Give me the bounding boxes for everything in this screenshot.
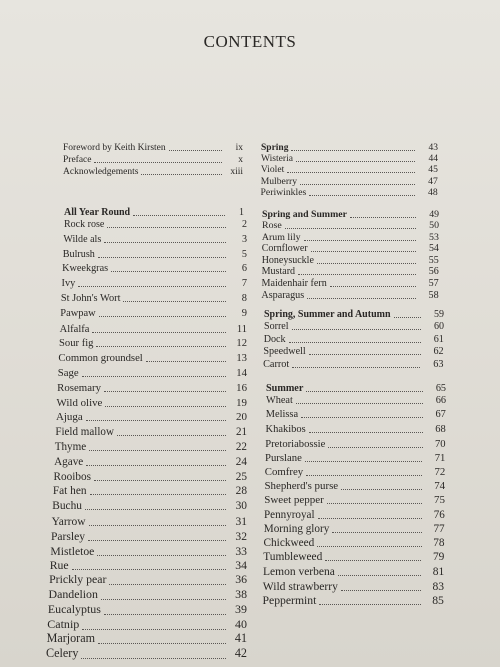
entry-label: Mulberry: [260, 175, 298, 187]
page-number: 58: [428, 289, 439, 301]
entry-label: Tumbleweed: [263, 551, 323, 564]
page-number: 40: [234, 616, 247, 631]
page-number: 33: [235, 544, 247, 558]
dot-leader: [309, 195, 414, 196]
entry-label: Cornflower: [261, 243, 308, 255]
dot-leader: [123, 301, 226, 302]
toc-entry: [47, 632, 247, 646]
toc-entry: [53, 470, 247, 483]
dot-leader: [117, 435, 226, 436]
dot-leader: [78, 286, 226, 287]
entry-label: Arum lily: [261, 231, 301, 243]
toc-entry: [46, 647, 247, 661]
toc-entry: [264, 522, 445, 535]
toc-entry: [52, 499, 247, 512]
dot-leader: [88, 540, 226, 541]
dot-leader: [99, 316, 226, 317]
entry-label: Mistletoe: [50, 544, 95, 558]
entry-label: Yarrow: [51, 516, 86, 528]
entry-label: Kweekgras: [62, 263, 109, 275]
entry-label: Speedwell: [263, 346, 306, 357]
page-number: 22: [235, 441, 247, 453]
page-number: 42: [234, 646, 247, 661]
entry-label: Purslane: [265, 451, 302, 464]
page-number: 85: [432, 593, 444, 607]
dot-leader: [89, 450, 226, 451]
entry-label: Eucalyptus: [47, 601, 101, 616]
toc-entry: [63, 165, 243, 177]
dot-leader: [104, 242, 226, 243]
entry-label: Wild olive: [56, 396, 103, 409]
dot-leader: [325, 560, 421, 561]
toc-entry: [264, 536, 445, 549]
entry-label: Buchu: [52, 500, 82, 513]
entry-label: Bulrush: [62, 248, 95, 260]
dot-leader: [104, 391, 226, 392]
section-heading: Spring, Summer and Autumn: [264, 309, 391, 320]
page-number: 39: [235, 601, 247, 616]
dot-leader: [101, 599, 226, 600]
page-number: 24: [235, 455, 247, 468]
entry-label: Preface: [63, 155, 92, 165]
page-number: 31: [235, 516, 247, 528]
toc-entry: [49, 573, 247, 587]
page-number: 28: [235, 485, 247, 498]
section-heading-row: [264, 308, 444, 320]
entry-label: Asparagus: [261, 289, 305, 301]
dot-leader: [287, 172, 415, 173]
toc-entry: [63, 233, 247, 245]
toc-entry: [53, 484, 247, 497]
page-number: 74: [434, 480, 446, 493]
page-number: 79: [432, 551, 445, 564]
page-number: ix: [235, 143, 243, 153]
dot-leader: [292, 329, 421, 330]
dot-leader: [341, 590, 421, 591]
page-number: 1: [239, 207, 244, 218]
entry-label: Sage: [57, 367, 79, 379]
page-number: 38: [235, 587, 247, 601]
section-heading-row: [64, 206, 244, 218]
dot-leader: [146, 361, 226, 362]
toc-entry: [266, 408, 446, 420]
page-number: 48: [428, 186, 438, 198]
entry-label: Rue: [49, 559, 69, 573]
toc-entry: [266, 422, 446, 435]
dot-leader: [72, 569, 226, 570]
dot-leader: [94, 162, 222, 163]
dot-leader: [341, 489, 422, 490]
entry-label: Sorrel: [264, 321, 289, 332]
toc-entry: [56, 410, 247, 423]
page-number: 78: [433, 537, 445, 549]
toc-entry: [58, 351, 247, 364]
dot-leader: [296, 161, 415, 162]
dot-leader: [317, 546, 421, 547]
toc-entry: [264, 508, 445, 521]
entry-label: Pretoriabossie: [265, 438, 326, 450]
toc-entry: [262, 277, 439, 289]
entry-label: Wheat: [266, 395, 293, 406]
dot-leader: [332, 532, 421, 533]
page-number: 71: [434, 451, 446, 464]
toc-entry: [263, 579, 444, 593]
dot-leader: [133, 215, 225, 216]
page-number: 7: [241, 278, 247, 290]
dot-leader: [89, 525, 226, 526]
section-heading: All Year Round: [64, 207, 131, 218]
page-number: 83: [432, 579, 445, 593]
page-number: 59: [434, 309, 444, 320]
toc-entry: [64, 218, 247, 230]
page-number: 63: [433, 358, 444, 370]
dot-leader: [306, 475, 422, 476]
page-number: 13: [236, 352, 247, 365]
toc-entry: [63, 153, 243, 165]
toc-entry: [262, 254, 439, 266]
page-number: 60: [433, 321, 444, 332]
dot-leader: [291, 150, 415, 151]
dot-leader: [304, 240, 416, 241]
page-number: 61: [433, 333, 444, 345]
entry-label: Violet: [260, 164, 285, 176]
toc-entry: [261, 186, 438, 198]
page-number: 34: [235, 559, 247, 573]
page-number: 54: [428, 243, 439, 255]
page-number: 5: [241, 248, 247, 260]
section-heading: Spring: [261, 143, 289, 153]
section-heading: Spring and Summer: [262, 209, 347, 220]
toc-entry: [265, 437, 445, 450]
toc-entry: [265, 479, 446, 492]
dot-leader: [111, 271, 226, 272]
entry-label: Wilde als: [63, 233, 102, 245]
dot-leader: [300, 184, 415, 185]
toc-entry: [263, 358, 443, 370]
page-number: 55: [428, 254, 439, 266]
toc-entry: [54, 455, 247, 468]
entry-label: Ivy: [61, 278, 76, 290]
entry-label: Fat hen: [52, 485, 87, 498]
entry-label: Sour fig: [59, 338, 94, 350]
page-number: 2: [242, 219, 247, 230]
toc-entry: [47, 618, 247, 632]
page-number: 11: [236, 323, 247, 335]
toc-entry: [62, 262, 247, 274]
page-number: 70: [434, 438, 446, 450]
toc-entry: [263, 593, 444, 607]
dot-leader: [292, 367, 420, 368]
entry-label: Chickweed: [263, 537, 315, 549]
toc-entry: [264, 333, 444, 345]
dot-leader: [305, 461, 423, 462]
toc-entry: [263, 345, 443, 357]
dot-leader: [105, 406, 226, 407]
page-number: 53: [429, 231, 439, 243]
toc-entry: [50, 558, 247, 572]
page-title: CONTENTS: [203, 32, 297, 51]
entry-label: Mustard: [261, 266, 296, 278]
toc-entry: [262, 219, 439, 231]
dot-leader: [104, 614, 226, 615]
toc-entry: [55, 425, 247, 438]
dot-leader: [86, 420, 226, 421]
page-number: 20: [236, 411, 247, 424]
dot-leader: [285, 228, 416, 229]
toc-entry: [60, 322, 247, 335]
page-number: 30: [235, 500, 247, 513]
page-number: 14: [236, 367, 247, 379]
toc-entry: [261, 175, 438, 187]
entry-label: Common groundsel: [58, 352, 143, 365]
toc-entry: [262, 265, 439, 277]
entry-label: Agave: [54, 455, 84, 468]
toc-entry: [63, 248, 247, 260]
dot-leader: [330, 286, 416, 287]
page-number: 50: [429, 220, 439, 231]
page-number: 44: [428, 153, 438, 164]
page-number: 65: [435, 383, 446, 394]
entry-label: Shepherd's purse: [264, 480, 339, 493]
entry-label: Parsley: [50, 529, 86, 543]
page-number: 56: [428, 266, 439, 278]
page-number: 67: [435, 409, 446, 421]
dot-leader: [81, 658, 226, 659]
entry-label: Foreword by Keith Kirsten: [63, 143, 166, 153]
page-number: 47: [428, 175, 438, 187]
dot-leader: [307, 298, 415, 299]
entry-label: Peppermint: [262, 593, 317, 607]
entry-label: Rose: [262, 220, 282, 231]
page-number: x: [238, 155, 243, 165]
dot-leader: [90, 494, 226, 495]
dot-leader: [98, 257, 226, 258]
entry-label: Acknowledgements: [63, 167, 139, 177]
toc-entry: [48, 603, 247, 617]
entry-label: Marjoram: [46, 631, 95, 646]
dot-leader: [338, 575, 421, 576]
dot-leader: [306, 391, 423, 392]
dot-leader: [94, 480, 226, 481]
dot-leader: [109, 584, 226, 585]
dot-leader: [301, 417, 423, 418]
entry-label: Maidenhair fern: [261, 278, 327, 289]
page-number: 43: [428, 143, 438, 153]
entry-label: Catnip: [47, 616, 80, 631]
entry-label: Carrot: [263, 358, 290, 370]
toc-entry: [266, 394, 446, 406]
entry-label: Morning glory: [263, 522, 330, 535]
page-number: 36: [235, 572, 247, 587]
entry-label: Comfrey: [264, 466, 304, 478]
dot-leader: [96, 346, 226, 347]
dot-leader: [350, 217, 416, 218]
toc-entry: [61, 292, 247, 304]
toc-entry: [62, 277, 247, 289]
page-number: 75: [433, 494, 445, 507]
toc-entry: [60, 307, 247, 319]
page-number: 19: [236, 396, 247, 409]
entry-label: Alfalfa: [59, 323, 90, 335]
entry-label: Wild strawberry: [262, 579, 338, 593]
entry-label: Dock: [263, 333, 286, 345]
dot-leader: [289, 342, 421, 343]
entry-label: St John's Wort: [60, 293, 121, 304]
page-number: xiii: [230, 167, 243, 177]
page-number: 68: [435, 424, 446, 436]
entry-label: Pawpaw: [60, 307, 96, 319]
page-number: 77: [433, 522, 445, 535]
entry-label: Rock rose: [64, 219, 105, 230]
dot-leader: [309, 432, 423, 433]
entry-label: Thyme: [54, 441, 87, 453]
page-number: 3: [241, 233, 247, 245]
page-number: 25: [235, 470, 247, 483]
entry-label: Periwinkles: [260, 186, 307, 198]
dot-leader: [85, 509, 226, 510]
toc-entry: [49, 588, 248, 602]
page-number: 49: [429, 209, 439, 220]
page-number: 45: [428, 164, 438, 176]
entry-label: Honeysuckle: [261, 254, 314, 266]
dot-leader: [309, 354, 421, 355]
section-heading: Summer: [266, 383, 304, 394]
page-number: 57: [428, 278, 439, 289]
dot-leader: [317, 263, 416, 264]
page-number: 12: [236, 338, 247, 350]
toc-entry: [263, 564, 444, 578]
dot-leader: [98, 643, 226, 644]
toc-entry: [63, 141, 243, 153]
dot-leader: [328, 447, 422, 448]
page-number: 81: [432, 566, 445, 579]
toc-entry: [262, 242, 439, 254]
dot-leader: [97, 555, 226, 556]
toc-entry: [55, 440, 247, 453]
entry-label: Field mallow: [55, 426, 114, 439]
toc-entry: [263, 550, 444, 563]
toc-entry: [264, 493, 445, 506]
dot-leader: [298, 274, 416, 275]
dot-leader: [311, 251, 416, 252]
dot-leader: [141, 174, 222, 175]
toc-entry: [265, 465, 446, 478]
entry-label: Rosemary: [57, 381, 102, 394]
entry-label: Wisteria: [261, 153, 293, 164]
dot-leader: [394, 317, 421, 318]
dot-leader: [327, 503, 422, 504]
page-number: 76: [433, 508, 445, 521]
toc-entry: [261, 152, 438, 164]
toc-entry: [265, 451, 445, 464]
entry-label: Pennyroyal: [264, 508, 315, 521]
toc-entry: [57, 381, 247, 394]
toc-entry: [261, 163, 438, 175]
page-number: 66: [435, 395, 446, 406]
toc-entry: [59, 336, 247, 349]
page-number: 6: [241, 263, 247, 275]
dot-leader: [82, 629, 226, 630]
dot-leader: [92, 332, 226, 333]
page-number: 41: [234, 631, 247, 646]
toc-entry: [51, 529, 247, 543]
entry-label: Rooibos: [53, 470, 92, 483]
entry-label: Celery: [46, 646, 79, 661]
page-number: 9: [241, 307, 247, 319]
page-number: 32: [235, 529, 247, 543]
dot-leader: [319, 604, 421, 605]
dot-leader: [318, 518, 422, 519]
page-number: 72: [434, 466, 446, 478]
toc-entry: [52, 514, 247, 528]
toc-entry: [58, 366, 247, 379]
page-number: 62: [433, 346, 444, 357]
page-number: 16: [236, 381, 247, 394]
page-number: 8: [241, 293, 247, 304]
entry-label: Prickly pear: [49, 572, 107, 587]
dot-leader: [169, 150, 222, 151]
entry-label: Melissa: [265, 409, 299, 421]
toc-entry: [261, 289, 438, 301]
entry-label: Sweet pepper: [264, 494, 324, 507]
entry-label: Dandelion: [48, 587, 98, 601]
toc-entry: [50, 544, 247, 558]
entry-label: Lemon verbena: [263, 566, 335, 579]
section-heading-row: [266, 382, 446, 394]
dot-leader: [86, 465, 226, 466]
toc-entry: [262, 231, 439, 243]
page-number: 21: [235, 426, 247, 439]
toc-entry: [264, 320, 444, 332]
entry-label: Khakibos: [265, 424, 306, 436]
entry-label: Ajuga: [55, 411, 83, 424]
dot-leader: [296, 403, 423, 404]
dot-leader: [82, 376, 226, 377]
toc-entry: [57, 396, 247, 409]
dot-leader: [107, 227, 226, 228]
